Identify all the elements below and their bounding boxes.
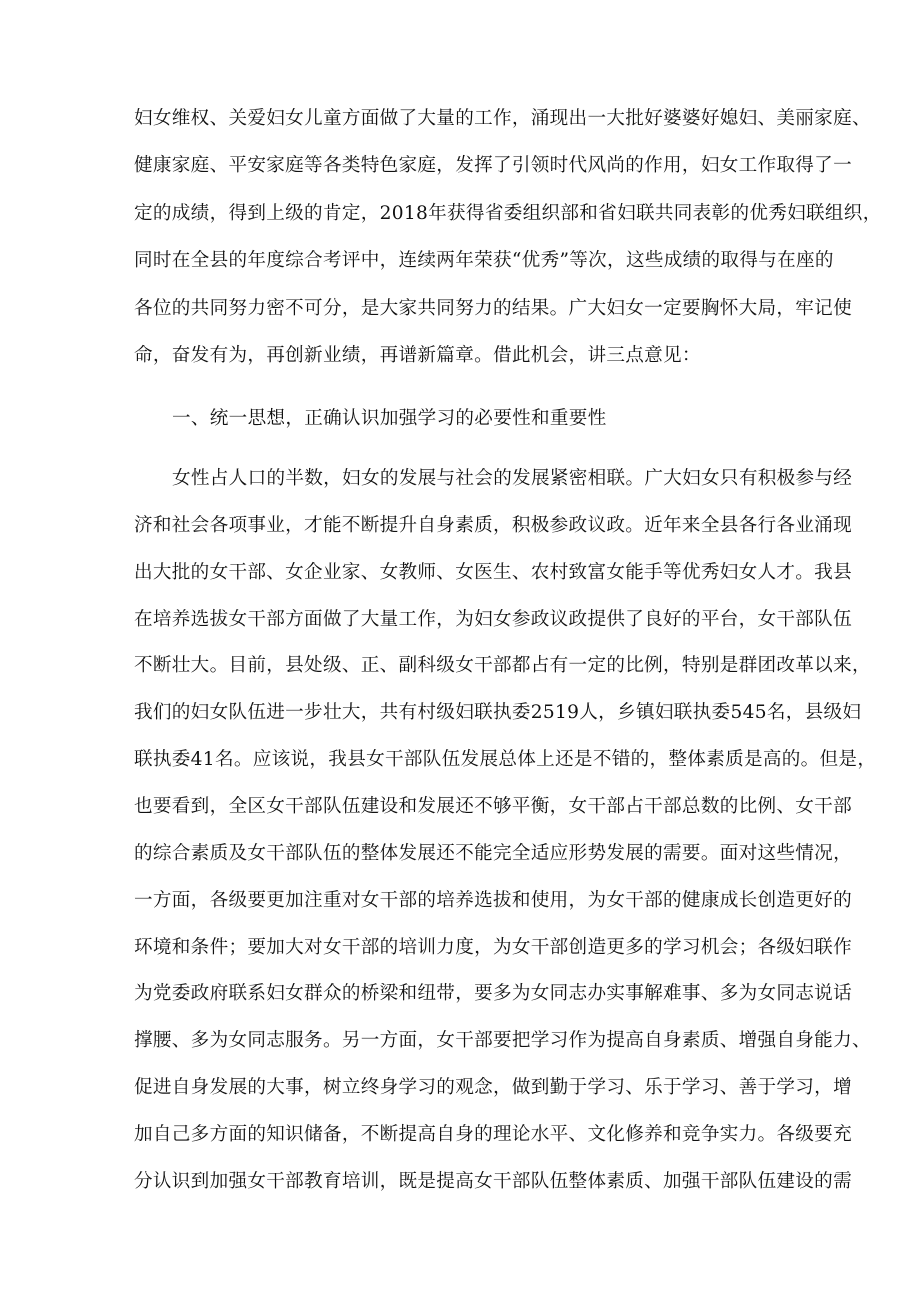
text-line: 各位的共同努力密不可分，是大家共同努力的结果。广大妇女一定要胸怀大局，牢记使 [134, 297, 852, 319]
text-line: 妇女维权、关爱妇女儿童方面做了大量的工作，涌现出一大批好婆婆好媳妇、美丽家庭、 [134, 108, 871, 129]
text-line: 女性占人口的半数，妇女的发展与社会的发展紧密相联。广大妇女只有积极参与经 [172, 468, 853, 489]
text-line: 为党委政府联系妇女群众的桥梁和纽带，要多为女同志办实事解难事、多为女同志说话 [134, 983, 852, 1005]
text-line: 健康家庭、平安家庭等各类特色家庭，发挥了引领时代风尚的作用，妇女工作取得了一 [134, 155, 852, 177]
text-line: 出大批的女干部、女企业家、女教师、女医生、农村致富女能手等优秀妇女人才。我县 [134, 561, 852, 583]
text-line: 我们的妇女队伍进一步壮大，共有村级妇联执委2519人，乡镇妇联执委545名，县级妇 [134, 702, 862, 724]
text-line: 的综合素质及女干部队伍的整体发展还不能完全适应形势发展的需要。面对这些情况， [134, 842, 852, 864]
text-line: 济和社会各项事业，才能不断提升自身素质，积极参政议政。近年来全县各行各业涌现 [134, 514, 852, 536]
text-line: 也要看到，全区女干部队伍建设和发展还不够平衡，女干部占干部总数的比例、女干部 [134, 795, 852, 817]
text-line: 一方面，各级要更加注重对女干部的培养选拔和使用，为女干部的健康成长创造更好的 [134, 889, 852, 911]
text-line: 联执委41名。应该说，我县女干部队伍发展总体上还是不错的，整体素质是高的。但是， [134, 749, 877, 771]
text-line: 加自己多方面的知识储备，不断提高自身的理论水平、文化修养和竞争实力。各级要充 [134, 1123, 852, 1145]
text-line: 环境和条件；要加大对女干部的培训力度，为女干部创造更多的学习机会；各级妇联作 [134, 936, 852, 958]
text-line: 不断壮大。目前，县处级、正、副科级女干部都占有一定的比例，特别是群团改革以来， [134, 655, 871, 677]
text-line: 分认识到加强女干部教育培训，既是提高女干部队伍整体素质、加强干部队伍建设的需 [134, 1170, 852, 1192]
text-line: 同时在全县的年度综合考评中，连续两年荣获“优秀”等次，这些成绩的取得与在座的 [134, 250, 834, 272]
text-line: 命，奋发有为，再创新业绩，再谱新篇章。借此机会，讲三点意见： [134, 345, 701, 366]
section-heading-1: 一、统一思想，正确认识加强学习的必要性和重要性 [172, 408, 607, 429]
text-line: 在培养选拔女干部方面做了大量工作，为妇女参政议政提供了良好的平台，女干部队伍 [134, 608, 852, 630]
text-line: 促进自身发展的大事，树立终身学习的观念，做到勤于学习、乐于学习、善于学习，增 [134, 1077, 852, 1099]
text-line: 定的成绩，得到上级的肯定，2018年获得省委组织部和省妇联共同表彰的优秀妇联组织， [134, 202, 882, 224]
text-line: 撑腰、多为女同志服务。另一方面，女干部要把学习作为提高自身素质、增强自身能力、 [134, 1030, 871, 1052]
